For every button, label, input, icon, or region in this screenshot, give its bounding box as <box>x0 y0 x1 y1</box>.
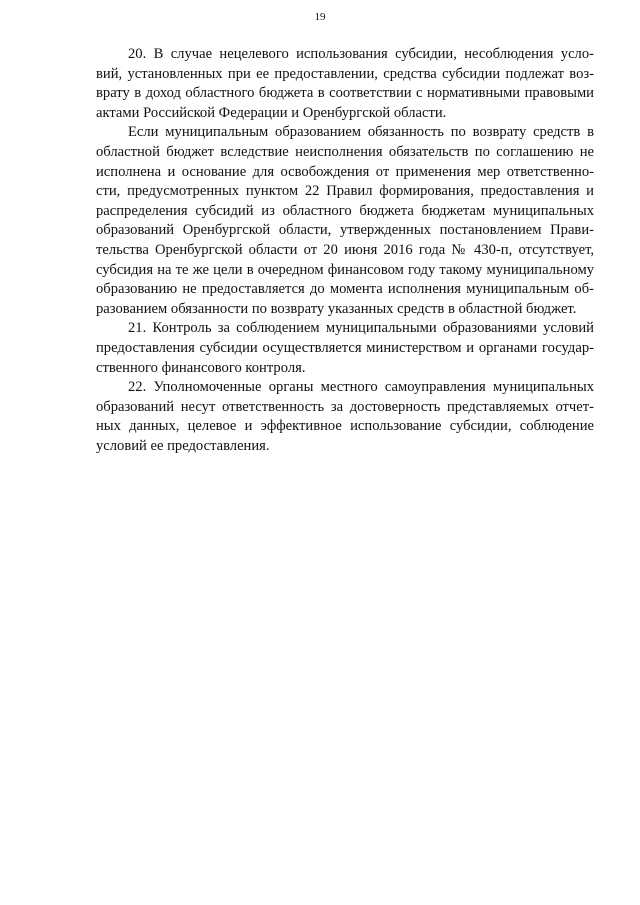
paragraph-20-misuse-of-subsidy <box>96 45 594 123</box>
text-line: актами Российской Федерации и Оренбургской области. <box>96 104 447 121</box>
text-line: ных данных, целевое и эффективное использование субсидии, соблюдение <box>96 418 594 435</box>
document-body <box>96 45 594 456</box>
paragraph-22-responsibility <box>96 378 594 456</box>
text-line: образований Оренбургской области, утвержденных постановлением Прави- <box>96 222 594 239</box>
text-line: субсидия на те же цели в очередном финансовом году такому муниципальному <box>96 261 594 278</box>
text-line: врату в доход областного бюджета в соответствии с нормативными правовыми <box>96 85 594 102</box>
text-line: сти, предусмотренных пунктом 22 Правил формирования, предоставления и <box>96 183 594 200</box>
text-line: исполнена и основание для освобождения от применения мер ответственно- <box>96 163 594 180</box>
text-line: условий ее предоставления. <box>96 437 270 454</box>
text-line: тельства Оренбургской области от 20 июня 2016 года № 430-п, отсутствует, <box>96 241 594 258</box>
text-line: разованием обязанности по возврату указанных средств в областной бюджет. <box>96 300 577 317</box>
text-line: областной бюджет вследствие неисполнения обязательств по соглашению не <box>96 143 594 160</box>
text-line: Если муниципальным образованием обязанность по возврату средств в <box>128 124 594 141</box>
paragraph-return-obligation <box>96 123 594 319</box>
text-line: образованию не предоставляется до момента исполнения муниципальным об- <box>96 281 594 298</box>
text-line: образований несут ответственность за достоверность представляемых отчет- <box>96 398 594 415</box>
text-line: 21. Контроль за соблюдением муниципальными образованиями условий <box>128 320 594 337</box>
text-line: предоставления субсидии осуществляется министерством и органами государ- <box>96 339 594 356</box>
text-line: 22. Уполномоченные органы местного самоуправления муниципальных <box>128 379 594 396</box>
text-line: ственного финансового контроля. <box>96 359 306 376</box>
text-line: вий, установленных при ее предоставлении, средства субсидии подлежат воз- <box>96 65 594 82</box>
text-line: распределения субсидий из областного бюджета бюджетам муниципальных <box>96 202 594 219</box>
text-line: 20. В случае нецелевого использования субсидии, несоблюдения усло- <box>128 46 594 62</box>
paragraph-21-control <box>96 319 594 378</box>
page-number: 19 <box>314 11 326 23</box>
